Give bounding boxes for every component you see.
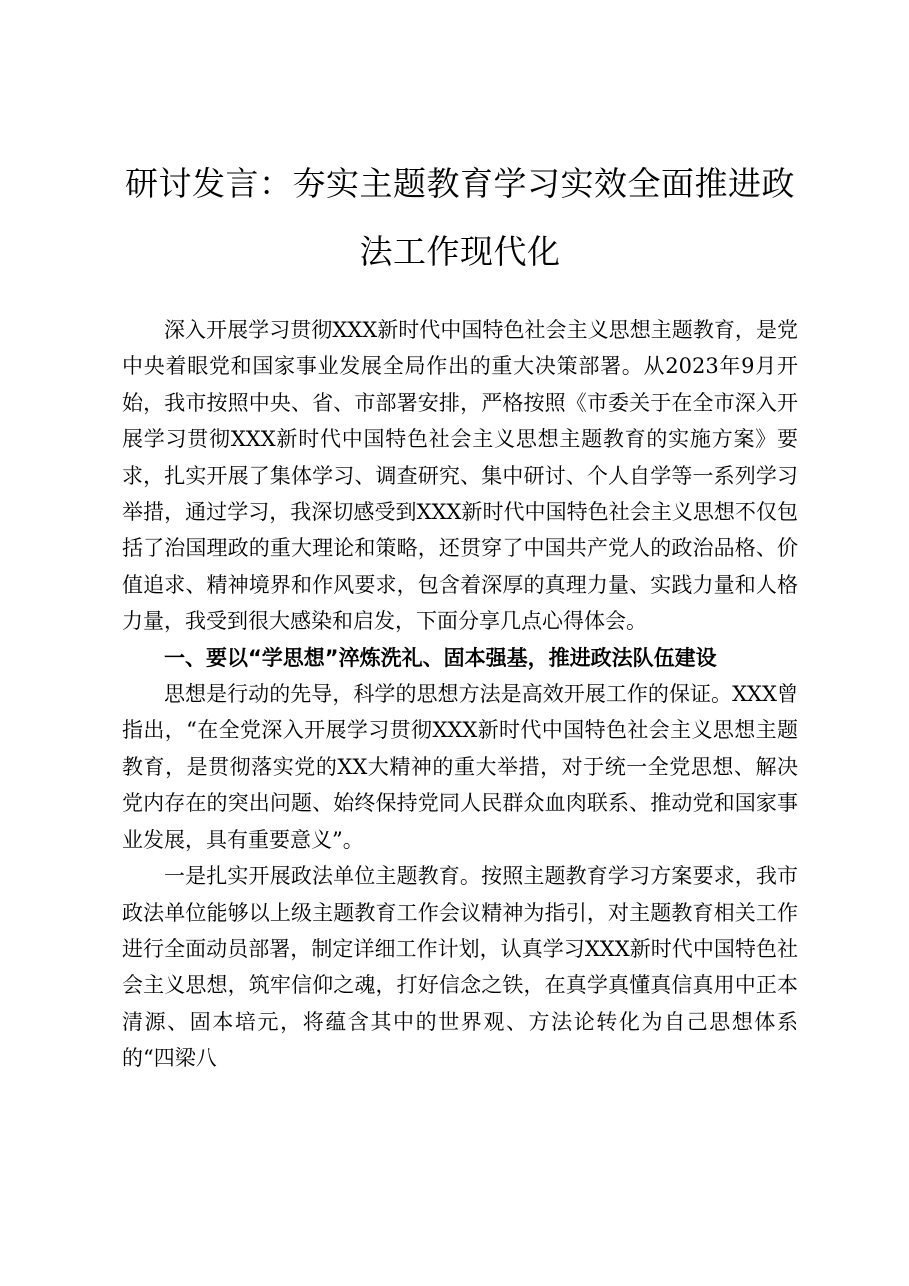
title-line-2: 法工作现代化 xyxy=(359,232,561,271)
document-body xyxy=(122,312,798,1077)
document-title xyxy=(122,150,798,286)
section-1-heading: 一、要以“学思想”淬炼洗礼、固本强基，推进政法队伍建设 xyxy=(164,645,717,670)
document-page xyxy=(122,150,798,1077)
section-1-paragraph: 思想是行动的先导，科学的思想方法是高效开展工作的保证。XXX曾指出，“在全党深入开展学习贯彻XXX新时代中国特色社会主义思想主题教育，是贯彻落实党的XX大精神的重大举措，对于统一全党思想、解决党内存在的突出问题、始终保持党同人民群众血肉联系、推动党和国家事业发展，具有重要意义”。 xyxy=(122,682,798,852)
point-1-paragraph: 一是扎实开展政法单位主题教育。按照主题教育学习方案要求，我市政法单位能够以上级主题教育工作会议精神为指引，对主题教育相关工作进行全面动员部署，制定详细工作计划，认真学习XXX新时代中国特色社会主义思想，筑牢信仰之魂，打好信念之铁，在真学真懂真信真用中正本清源、固本培元，将蕴含其中的世界观、方法论转化为自己思想体系的“四梁八 xyxy=(122,864,798,1071)
title-line-1: 研讨发言：夯实主题教育学习实效全面推进政 xyxy=(125,164,795,203)
intro-paragraph: 深入开展学习贯彻XXX新时代中国特色社会主义思想主题教育，是党中央着眼党和国家事业发展全局作出的重大决策部署。从2023年9月开始，我市按照中央、省、市部署安排，严格按照《市委关于在全市深入开展学习贯彻XXX新时代中国特色社会主义思想主题教育的实施方案》要求，扎实开展了集体学习、调查研究、集中研讨、个人自学等一系列学习举措，通过学习，我深切感受到XXX新时代中国特色社会主义思想不仅包括了治国理政的重大理论和策略，还贯穿了中国共产党人的政治品格、价值追求、精神境界和作风要求，包含着深厚的真理力量、实践力量和人格力量，我受到很大感染和启发，下面分享几点心得体会。 xyxy=(122,318,798,634)
